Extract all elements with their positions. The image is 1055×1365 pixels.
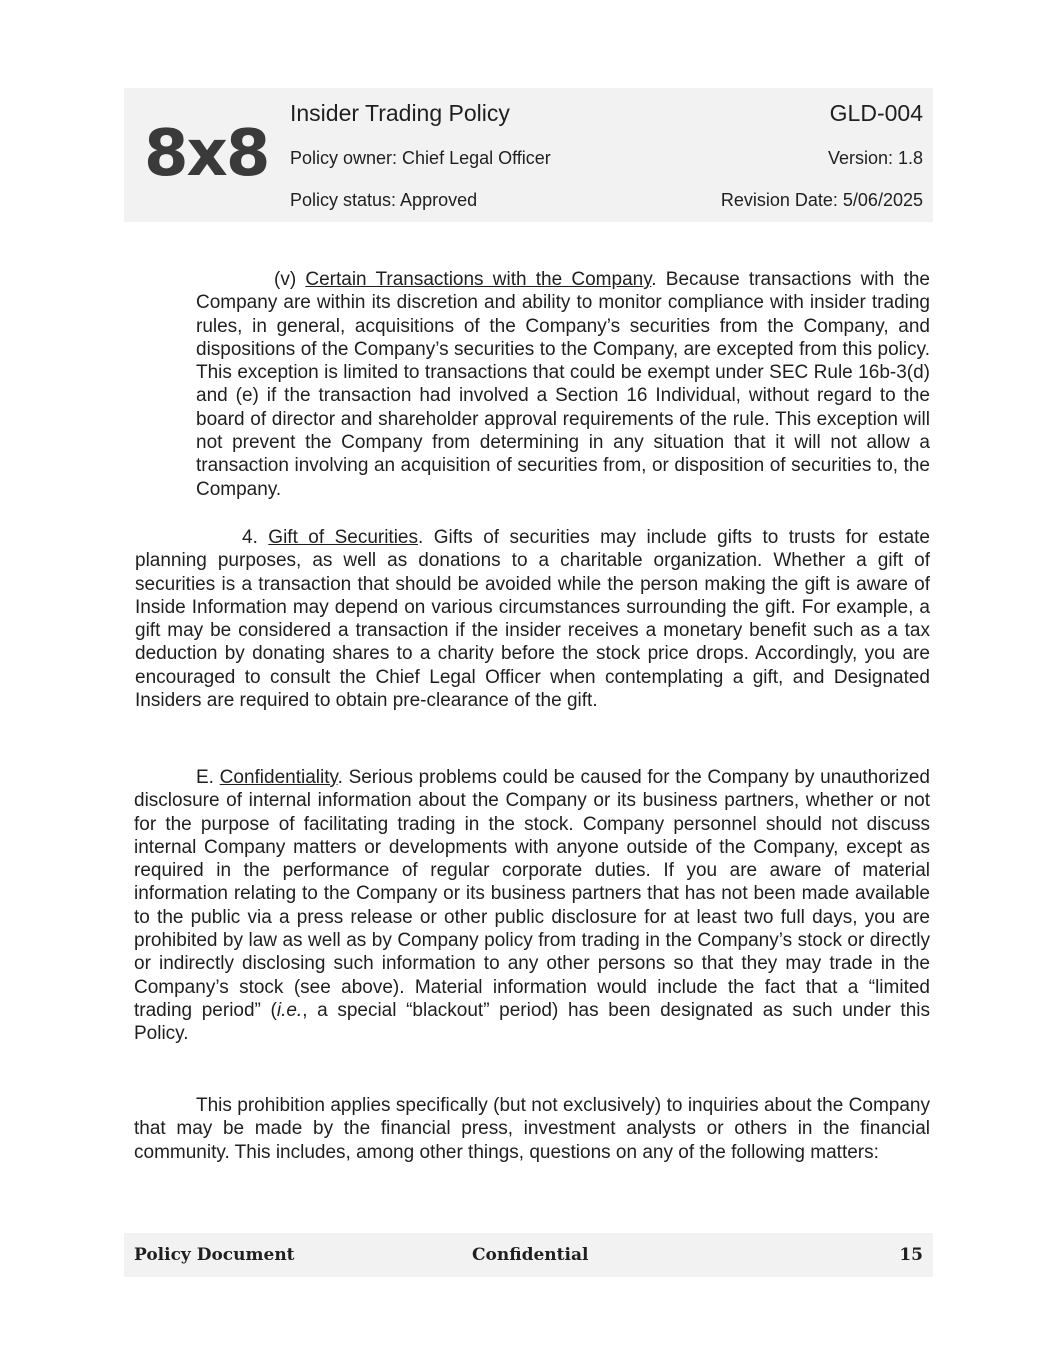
paragraph-text: . Serious problems could be caused for the Company by unauthorized disclosure of internal information about the Company or its business partners, whether or not for the purpose of facilitating trading in the stock. Company personnel should not discuss internal Company matters or developments with anyone outside of the Company, except as required in the performance of regular corporate duties. If you are aware of material information relating to the Company or its business partners that has not been made available to the public via a press release or other public disclosure for at least two full days, you are prohibited by law as well as by Company policy from trading in the Company’s stock or directly or indirectly disclosing such information to any other persons so that they may trade in the Company’s stock (see above). Material information would include the fact that a “limited trading period” ( (134, 767, 930, 1021)
section-heading: Certain Transactions with the Company (305, 269, 652, 290)
policy-version: Version: 1.8 (827, 148, 923, 168)
paragraph-gift-of-securities (135, 526, 930, 712)
page-number: 15 (899, 1245, 923, 1265)
company-logo: 8x8 (144, 117, 269, 191)
header-owner-row (290, 146, 923, 170)
item-prefix: (v) (274, 269, 306, 290)
header-status-row (290, 188, 923, 212)
footer-classification: Confidential (472, 1245, 589, 1265)
paragraph-text: This prohibition applies specifically (but not exclusively) to inquiries about the Company that may be made by the financial press, investment analysts or others in the financial community. This includes, among other things, questions on any of the following matters: (134, 1095, 930, 1163)
paragraph-italic-text: i.e. (276, 999, 303, 1021)
policy-status: Policy status: Approved (290, 190, 478, 210)
paragraph-certain-transactions (196, 268, 930, 501)
policy-owner: Policy owner: Chief Legal Officer (290, 148, 551, 168)
policy-title: Insider Trading Policy (290, 100, 510, 126)
footer-doc-type: Policy Document (134, 1245, 295, 1265)
item-prefix: E. (196, 767, 220, 788)
paragraph-text: , a special “blackout” period) has been designated as such under this Policy. (134, 999, 930, 1045)
section-heading: Confidentiality (219, 767, 338, 788)
item-prefix: 4. (242, 527, 269, 548)
document-header (124, 88, 933, 222)
paragraph-text: . Gifts of securities may include gifts to trusts for estate planning purposes, as well as donations to a charitable organization. Whether a gift of securities is a transaction that should be avoided while the person making the gift is aware of Inside Information may depend on various circumstances surrounding the gift. For example, a gift may be considered a transaction if the insider receives a monetary benefit such as a tax deduction by donating shares to a charity before the stock price drops. Accordingly, you are encouraged to consult the Chief Legal Officer when contemplating a gift, and Designated Insiders are required to obtain pre-clearance of the gift. (135, 527, 930, 712)
policy-code: GLD-004 (829, 100, 923, 126)
paragraph-confidentiality (134, 766, 930, 1046)
section-heading: Gift of Securities (268, 527, 418, 548)
document-footer (124, 1233, 933, 1277)
paragraph-text: . Because transactions with the Company are within its discretion and ability to monitor compliance with insider trading rules, in general, acquisitions of the Company’s securities from the Company, and dispositions of the Company’s securities to the Company, are excepted from this policy. This exception is limited to transactions that could be exempt under SEC Rule 16b-3(d) and (e) if the transaction had involved a Section 16 Individual, without regard to the board of director and shareholder approval requirements of the rule. This exception will not prevent the Company from determining in any situation that it will not allow a transaction involving an acquisition of securities from, or disposition of securities to, the Company. (196, 269, 930, 500)
paragraph-prohibition (134, 1094, 930, 1164)
header-title-row (290, 98, 923, 128)
revision-date: Revision Date: 5/06/2025 (720, 190, 923, 210)
